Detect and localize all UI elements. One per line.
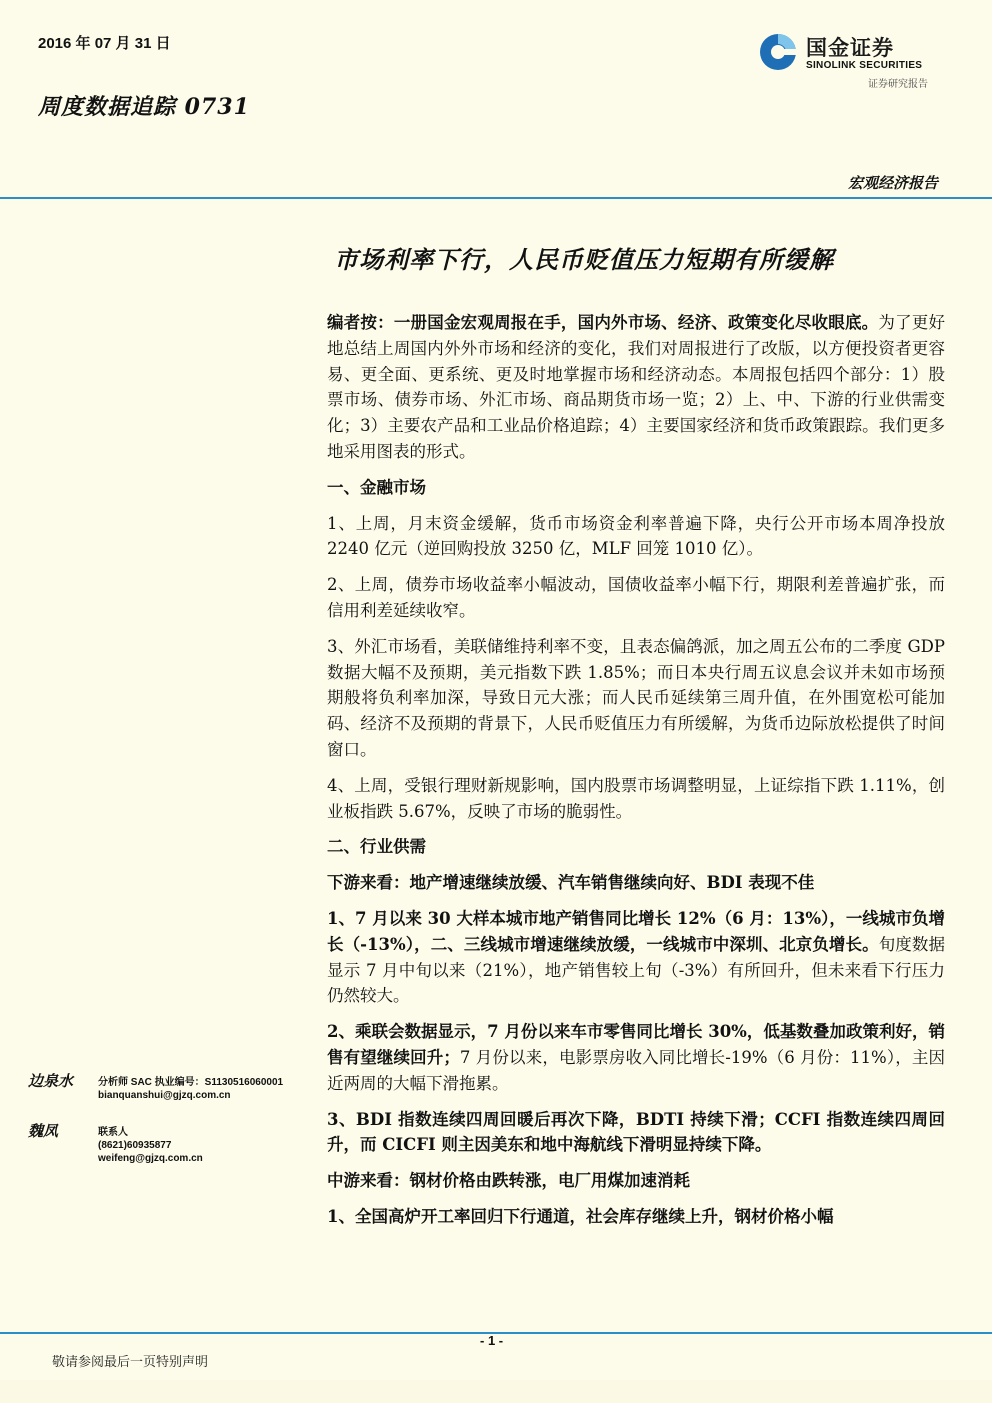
author-name: 边泉水: [28, 1072, 74, 1090]
author-license: 分析师 SAC 执业编号：S1130516060001: [98, 1077, 284, 1088]
paragraph-money-market: 1、上周，月末资金缓解，货币市场资金利率普遍下降，央行公开市场本周净投放 2240 亿元（逆回购投放 3250 亿，MLF 回笼 1010 亿）。: [327, 513, 945, 559]
report-type-label: 宏观经济报告: [847, 174, 938, 192]
footer-disclaimer: 敬请参阅最后一页特别声明: [52, 1355, 209, 1370]
paragraph-real-estate: [327, 906, 945, 1009]
paragraph-stock-market: 4、上周，受银行理财新规影响，国内股票市场调整明显，上证综指下跌 1.11%，创业板指跌 5.67%，反映了市场的脆弱性。: [327, 775, 945, 821]
report-series-title: 周度数据追踪 0731: [38, 94, 250, 120]
paragraph-shipping: [327, 1107, 945, 1159]
editor-note-text: 为了更好地总结上周国内外外市场和经济的变化，我们对周报进行了改版，以方便投资者更容易、更全面、更系统、更及时地掌握市场和经济动态。本周报包括四个部分：1）股票市场、债券市场、外汇市场、商品期货市场一览；2）上、中、下游的行业供需变化；3）主要农产品和工业品价格追踪；4）主要国家经济和货币政策跟踪。我们更多地采用图表的形式。: [327, 313, 946, 461]
section-heading-industry: 二、行业供需: [327, 837, 426, 857]
steel-lead: 1、全国高炉开工率回归下行通道，社会库存继续上升，钢材价格小幅: [327, 1206, 834, 1226]
report-date: 2016 年 07 月 31 日: [38, 35, 171, 52]
auto-sales-lead: 2、乘联会数据显示，7 月份以来车市零售同比增长 30%，低基数叠加政策利好，销售有望继续回升；: [327, 1022, 945, 1067]
paragraph-bond-market: 2、上周，债券市场收益率小幅波动，国债收益率小幅下行，期限利差普遍扩张，而信用利差延续收窄。: [327, 575, 945, 620]
section-heading-financial-markets: 一、金融市场: [327, 477, 426, 497]
author-role: 联系人: [98, 1127, 128, 1138]
auto-sales-text: 7 月份以来，电影票房收入同比增长-19%（6 月份：11%），主因近两周的大幅下滑拖累。: [327, 1047, 945, 1093]
page-number: - 1 -: [480, 1333, 504, 1348]
author-phone: (8621)60935877: [98, 1140, 172, 1151]
shipping-lead: 3、BDI 指数连续四周回暖后再次下降，BDTI 持续下滑；CCFI 指数连续四周回升，而 CICFI 则主因美东和地中海航线下滑明显持续下降。: [327, 1109, 945, 1155]
logo-mark-icon: [758, 32, 798, 72]
author-card: [28, 1120, 308, 1170]
header-divider: [0, 197, 992, 199]
editor-note: [327, 310, 945, 465]
logo-subtitle: 证券研究报告: [868, 79, 928, 90]
author-email[interactable]: weifeng@gjzq.com.cn: [98, 1153, 203, 1164]
paragraph-steel: [327, 1204, 945, 1230]
author-info: [98, 1076, 283, 1102]
page-bottom-strip: [0, 1380, 992, 1403]
author-name: 魏凤: [28, 1122, 59, 1140]
author-card: [28, 1070, 308, 1120]
logo-chinese-name: 国金证券: [806, 36, 894, 60]
logo-english-name: SINOLINK SECURITIES: [806, 60, 923, 71]
editor-note-lead: 编者按：一册国金宏观周报在手，国内外市场、经济、政策变化尽收眼底。: [327, 313, 879, 332]
headline: 市场利率下行，人民币贬值压力短期有所缓解: [334, 245, 834, 274]
author-info: [98, 1126, 203, 1165]
real-estate-lead: 1、7 月以来 30 大样本城市地产销售同比增长 12%（6 月：13%），一线城市负增长（-13%），二、三线城市增速继续放缓，一线城市中深圳、北京负增长。: [327, 908, 945, 954]
report-body: [327, 310, 945, 1240]
paragraph-fx-market: 3、外汇市场看，美联储维持利率不变，且表态偏鸽派，加之周五公布的二季度 GDP 数据大幅不及预期，美元指数下跌 1.85%；而日本央行周五议息会议并未如市场预期般将负利率加深，导致日元大涨；而人民币延续第三周升值，在外围宽松可能加码、经济不及预期的背景下，人民币贬值压力有所缓解，为货币边际放松提供了时间窗口。: [327, 636, 945, 759]
subheading-midstream: 中游来看：钢材价格由跌转涨，电厂用煤加速消耗: [327, 1171, 690, 1191]
subheading-downstream: 下游来看：地产增速继续放缓、汽车销售继续向好、BDI 表现不佳: [327, 873, 815, 893]
author-email[interactable]: bianquanshui@gjzq.com.cn: [98, 1090, 231, 1101]
real-estate-text: 旬度数据显示 7 月中旬以来（21%），地产销售较上旬（-3%）有所回升，但未来看下行压力仍然较大。: [327, 934, 945, 1006]
company-logo: [758, 30, 948, 90]
author-list: [28, 1070, 308, 1170]
paragraph-auto-sales: [327, 1019, 945, 1096]
